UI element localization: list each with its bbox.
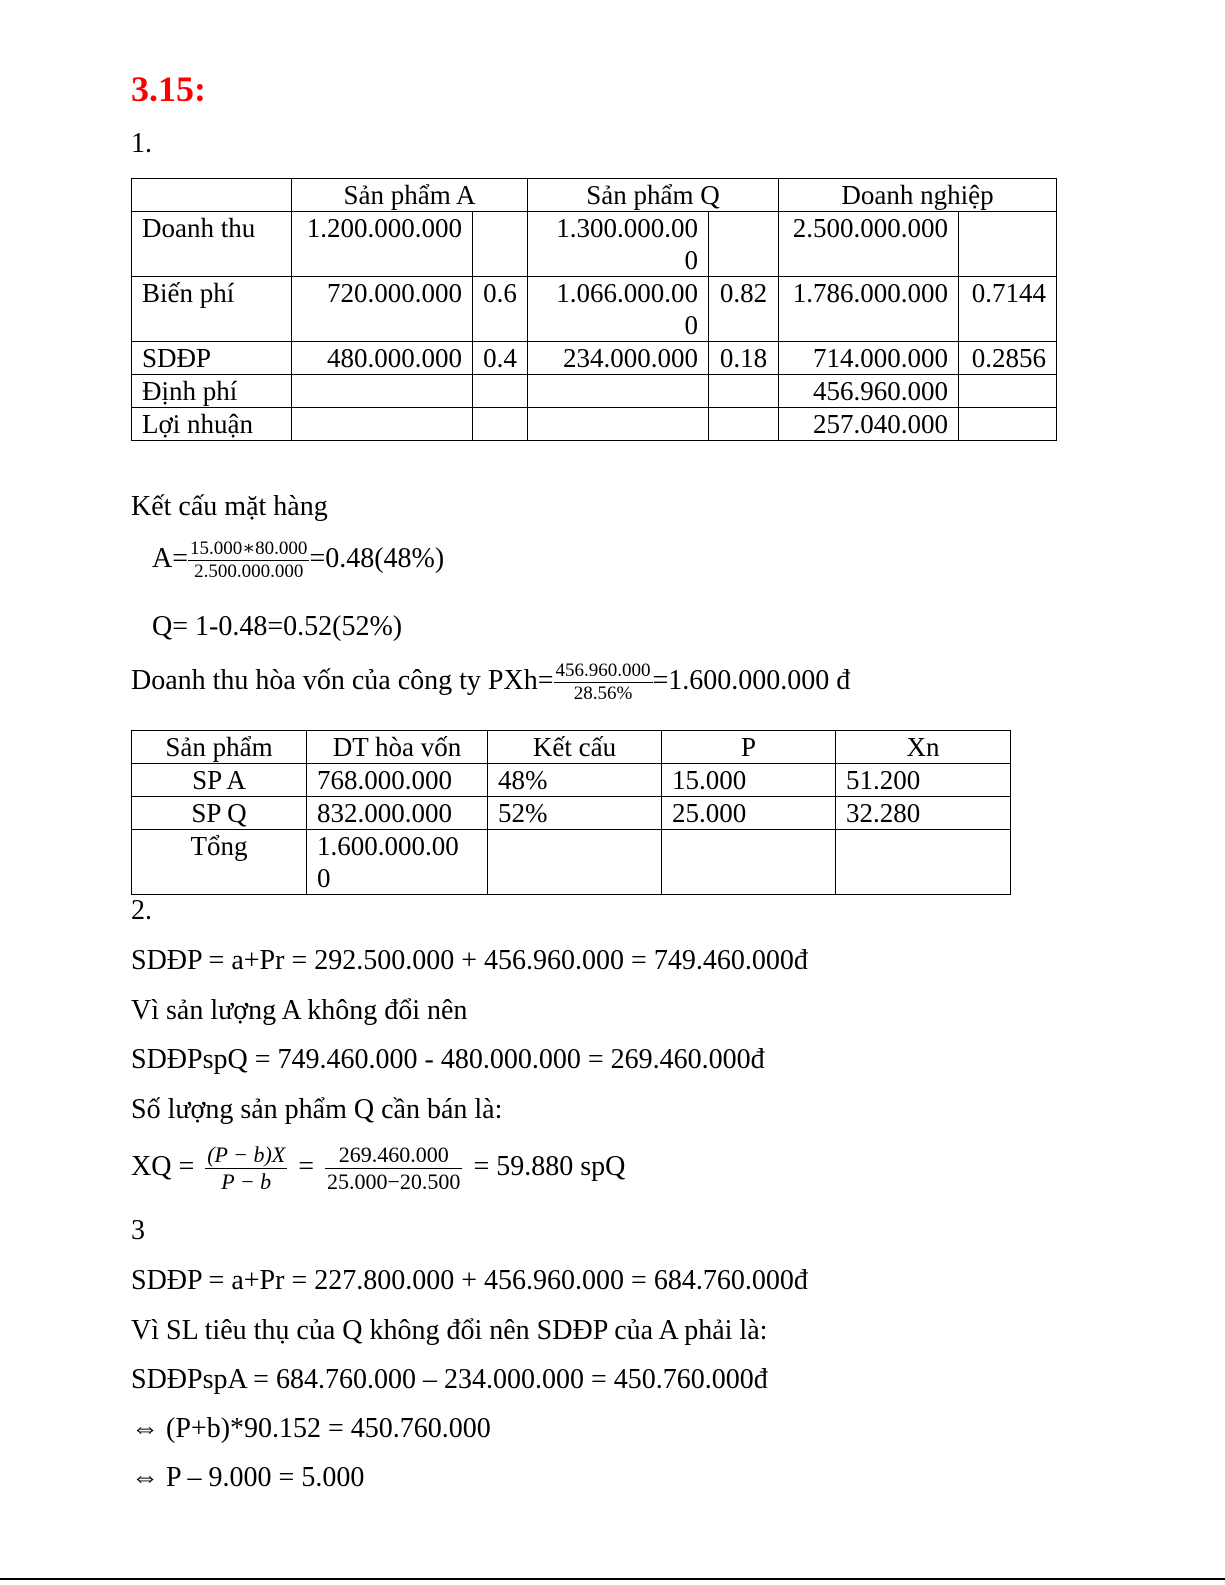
cell-company: 456.960.000 (779, 375, 959, 408)
breakeven-prefix: Doanh thu hòa vốn của công ty PXh= (131, 664, 554, 696)
cell-a (292, 408, 473, 441)
income-table (131, 178, 1057, 441)
cell-price: 15.000 (662, 764, 836, 797)
sec2-line2: Vì sản lượng A không đổi nên (131, 995, 468, 1026)
cell-q-ratio: 0.82 (709, 277, 779, 342)
page-title: 3.15: (131, 69, 206, 109)
cell-xn (836, 830, 1011, 895)
cell-revenue: 768.000.000 (307, 764, 488, 797)
table-row (132, 375, 1057, 408)
xq-result: = 59.880 spQ (473, 1150, 626, 1182)
cell-company: 257.040.000 (779, 408, 959, 441)
section-1-label: 1. (131, 128, 152, 159)
cell-a: 480.000.000 (292, 342, 473, 375)
cell-q-ratio (709, 212, 779, 277)
fraction-denominator: P − b (221, 1169, 272, 1194)
page-bottom-border (0, 1578, 1225, 1580)
section-3-label: 3 (131, 1215, 145, 1246)
row-label: Biến phí (132, 277, 292, 342)
table-header-row (132, 179, 1057, 212)
xq-prefix: XQ = (131, 1150, 195, 1182)
fraction-numerator: 15.000∗80.000 (190, 538, 308, 559)
fraction (554, 660, 653, 705)
section-2-label: 2. (131, 895, 152, 926)
formula-a-result: =0.48(48%) (309, 542, 445, 574)
sec3-line1: SDĐP = a+Pr = 227.800.000 + 456.960.000 = 684.760.000đ (131, 1265, 808, 1296)
cell-a-ratio: 0.4 (473, 342, 528, 375)
cell-a-ratio: 0.6 (473, 277, 528, 342)
cell-a (292, 375, 473, 408)
sec2-line1: SDĐP = a+Pr = 292.500.000 + 456.960.000 = 749.460.000đ (131, 945, 808, 976)
table-row (132, 797, 1011, 830)
cell-product: SP A (132, 764, 307, 797)
fraction (325, 1142, 462, 1195)
row-label: Định phí (132, 375, 292, 408)
breakeven-table (131, 730, 1011, 895)
table-row (132, 212, 1057, 277)
cell-product: SP Q (132, 797, 307, 830)
fraction-numerator: 269.460.000 (325, 1142, 462, 1169)
cell-structure: 48% (488, 764, 662, 797)
fraction-denominator: 25.000−20.500 (327, 1169, 461, 1194)
cell-revenue: 832.000.000 (307, 797, 488, 830)
cell-company: 2.500.000.000 (779, 212, 959, 277)
sec3-line4: ⇔ (P+b)*90.152 = 450.760.000 (131, 1413, 491, 1444)
breakeven-formula (131, 660, 850, 705)
cell-revenue: 1.600.000.00 0 (307, 830, 488, 895)
row-label: Doanh thu (132, 212, 292, 277)
header-product-a: Sản phẩm A (292, 179, 528, 212)
fraction-denominator: 2.500.000.000 (194, 561, 304, 582)
sec3-line3: SDĐPspA = 684.760.000 – 234.000.000 = 450.760.000đ (131, 1364, 768, 1395)
header-product-q: Sản phẩm Q (528, 179, 779, 212)
corner-cell (132, 179, 292, 212)
cell-xn: 51.200 (836, 764, 1011, 797)
table-row (132, 277, 1057, 342)
cell-company-ratio: 0.7144 (959, 277, 1057, 342)
cell-structure (488, 830, 662, 895)
xq-formula (131, 1142, 625, 1195)
header-price: P (662, 731, 836, 764)
cell-q: 234.000.000 (528, 342, 709, 375)
header-xn: Xn (836, 731, 1011, 764)
sec2-line4: Số lượng sản phẩm Q cần bán là: (131, 1094, 503, 1125)
cell-q: 1.066.000.00 0 (528, 277, 709, 342)
cell-company: 1.786.000.000 (779, 277, 959, 342)
fraction-denominator: 28.56% (573, 683, 633, 704)
fraction (188, 538, 309, 583)
cell-company-ratio (959, 212, 1057, 277)
cell-structure: 52% (488, 797, 662, 830)
row-label: SDĐP (132, 342, 292, 375)
cell-q (528, 375, 709, 408)
cell-q-ratio (709, 408, 779, 441)
cell-a: 720.000.000 (292, 277, 473, 342)
header-product: Sản phẩm (132, 731, 307, 764)
breakeven-result: =1.600.000.000 đ (652, 664, 851, 696)
cell-q (528, 408, 709, 441)
table-row (132, 830, 1011, 895)
table-row (132, 764, 1011, 797)
fraction-numerator: (P − b)X (207, 1142, 286, 1167)
cell-price (662, 830, 836, 895)
formula-q: Q= 1-0.48=0.52(52%) (152, 611, 403, 642)
structure-heading: Kết cấu mặt hàng (131, 491, 328, 522)
cell-xn: 32.280 (836, 797, 1011, 830)
cell-company-ratio (959, 375, 1057, 408)
cell-q-ratio (709, 375, 779, 408)
header-breakeven-revenue: DT hòa vốn (307, 731, 488, 764)
table-row (132, 342, 1057, 375)
fraction (205, 1142, 287, 1195)
cell-a-ratio (473, 375, 528, 408)
cell-price: 25.000 (662, 797, 836, 830)
equals-sign: = (298, 1150, 315, 1182)
fraction-numerator: 456.960.000 (555, 660, 651, 681)
sec3-line5: ⇔ P – 9.000 = 5.000 (131, 1462, 365, 1493)
cell-product: Tổng (132, 830, 307, 895)
table-header-row (132, 731, 1011, 764)
cell-a: 1.200.000.000 (292, 212, 473, 277)
sec3-line2: Vì SL tiêu thụ của Q không đổi nên SDĐP của A phải là: (131, 1315, 768, 1346)
cell-q-ratio: 0.18 (709, 342, 779, 375)
formula-a-prefix: A= (152, 542, 189, 574)
cell-a-ratio (473, 212, 528, 277)
cell-company-ratio: 0.2856 (959, 342, 1057, 375)
cell-company-ratio (959, 408, 1057, 441)
cell-company: 714.000.000 (779, 342, 959, 375)
formula-a (152, 538, 444, 583)
cell-q: 1.300.000.00 0 (528, 212, 709, 277)
header-structure: Kết cấu (488, 731, 662, 764)
table-row (132, 408, 1057, 441)
cell-a-ratio (473, 408, 528, 441)
sec2-line3: SDĐPspQ = 749.460.000 - 480.000.000 = 269.460.000đ (131, 1044, 765, 1075)
row-label: Lợi nhuận (132, 408, 292, 441)
header-company: Doanh nghiệp (779, 179, 1057, 212)
